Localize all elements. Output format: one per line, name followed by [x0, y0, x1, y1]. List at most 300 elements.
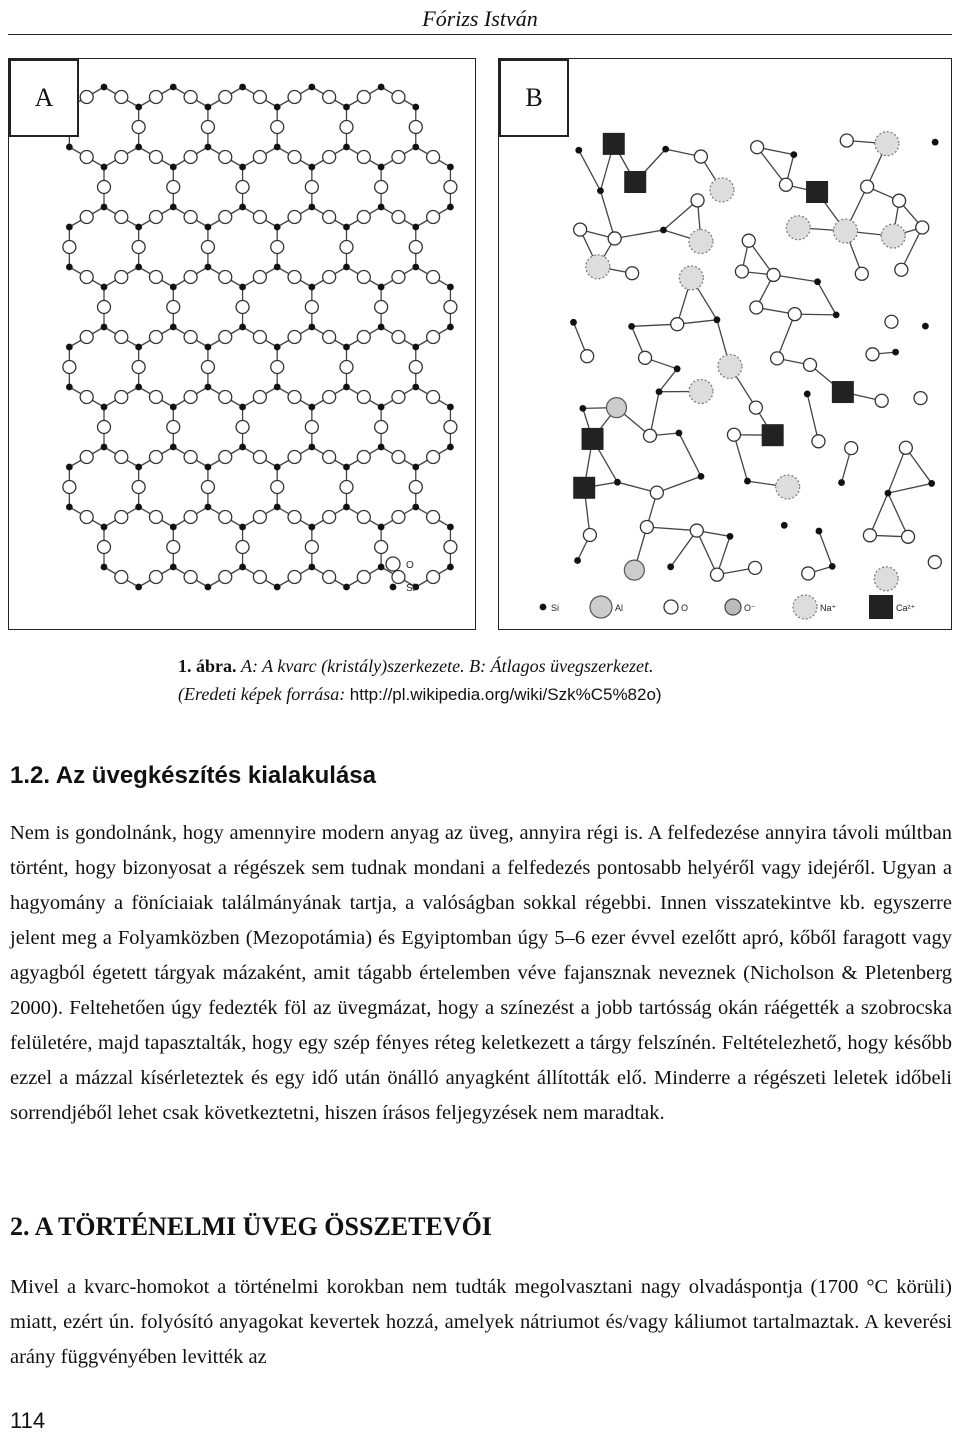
silicon-atom	[205, 104, 212, 111]
silicon-atom	[135, 224, 142, 231]
oxygen-atom	[98, 181, 111, 194]
oxygen-atom	[288, 91, 301, 104]
oxygen-atom	[409, 481, 422, 494]
oxygen-atom	[149, 91, 162, 104]
oxygen-atom	[271, 121, 284, 134]
legend-si-label: Si	[551, 603, 560, 613]
oxygen-atom	[340, 241, 353, 254]
silicon-atom	[412, 224, 419, 231]
silicon-atom	[628, 323, 635, 330]
oxygen-atom	[149, 151, 162, 164]
oxygen-atom	[253, 571, 266, 584]
oxygen-atom	[80, 271, 93, 284]
silicon-atom	[575, 147, 582, 154]
oxygen-atom	[392, 451, 405, 464]
legend-oxygen-icon	[664, 600, 678, 614]
silicon-atom	[135, 384, 142, 391]
oxygen-atom	[80, 331, 93, 344]
legend-calcium-icon	[869, 595, 893, 619]
oxygen-atom	[812, 435, 825, 448]
silicon-atom	[239, 204, 246, 211]
silicon-atom	[676, 430, 683, 437]
silicon-atom	[308, 204, 315, 211]
oxygen-atom	[253, 271, 266, 284]
oxygen-atom	[323, 271, 336, 284]
silicon-atom	[378, 444, 385, 451]
sodium-ion	[586, 255, 610, 279]
silicon-atom	[308, 324, 315, 331]
silicon-atom	[343, 224, 350, 231]
oxygen-atom	[444, 541, 457, 554]
sodium-ion	[875, 132, 899, 156]
section-heading-1-2: 1.2. Az üvegkészítés kialakulása	[10, 762, 376, 789]
bond-line	[579, 150, 601, 191]
oxygen-atom	[305, 421, 318, 434]
oxygen-atom	[201, 481, 214, 494]
oxygen-atom	[357, 571, 370, 584]
silicon-atom	[674, 365, 681, 372]
legend-ca-label: Ca²⁺	[896, 603, 916, 613]
oxygen-atom	[219, 331, 232, 344]
section-heading-2: 2. A TÖRTÉNELMI ÜVEG ÖSSZETEVŐI	[10, 1212, 492, 1241]
oxygen-atom	[427, 151, 440, 164]
oxygen-atom	[132, 481, 145, 494]
silicon-atom	[274, 584, 281, 591]
oxygen-atom	[288, 571, 301, 584]
oxygen-atom	[742, 234, 755, 247]
silicon-atom	[101, 164, 108, 171]
sodium-ion	[689, 230, 713, 254]
oxygen-atom	[149, 271, 162, 284]
oxygen-atom	[236, 301, 249, 314]
oxygen-atom	[427, 271, 440, 284]
oxygen-atom	[323, 91, 336, 104]
silicon-atom	[274, 464, 281, 471]
silicon-atom	[66, 384, 73, 391]
oxygen-atom	[694, 150, 707, 163]
bond-line	[679, 433, 701, 476]
legend-oxygen-minus-icon	[725, 599, 741, 615]
oxygen-atom	[219, 271, 232, 284]
oxygen-atom	[357, 271, 370, 284]
oxygen-atom	[80, 211, 93, 224]
figure-caption	[178, 652, 938, 709]
oxygen-atom	[626, 267, 639, 280]
silicon-atom	[378, 164, 385, 171]
silicon-atom	[135, 264, 142, 271]
silicon-atom	[447, 564, 454, 571]
silicon-atom	[570, 319, 577, 326]
oxygen-atom	[583, 528, 596, 541]
silicon-atom	[343, 504, 350, 511]
silicon-atom	[447, 204, 454, 211]
oxygen-atom	[115, 331, 128, 344]
oxygen-atom	[340, 361, 353, 374]
oxygen-atom	[392, 151, 405, 164]
silicon-atom	[833, 311, 840, 318]
oxygen-atom	[671, 318, 684, 331]
oxygen-atom	[115, 451, 128, 464]
silicon-atom	[412, 384, 419, 391]
silicon-atom	[922, 323, 929, 330]
silicon-atom	[135, 464, 142, 471]
oxygen-atom	[149, 391, 162, 404]
oxygen-atom	[115, 91, 128, 104]
calcium-ion	[582, 428, 604, 450]
oxygen-atom	[288, 511, 301, 524]
bond-line	[734, 435, 747, 481]
oxygen-atom	[375, 301, 388, 314]
oxygen-atom	[767, 268, 780, 281]
oxygen-atom	[840, 134, 853, 147]
silicon-atom	[66, 504, 73, 511]
silicon-atom	[308, 444, 315, 451]
oxygen-atom	[115, 571, 128, 584]
silicon-atom	[101, 284, 108, 291]
silicon-atom	[343, 344, 350, 351]
silicon-atom	[101, 524, 108, 531]
oxygen-atom	[115, 271, 128, 284]
oxygen-atom	[115, 511, 128, 524]
silicon-atom	[574, 557, 581, 564]
bond-line	[697, 531, 717, 575]
oxygen-atom	[711, 568, 724, 581]
oxygen-atom	[63, 241, 76, 254]
oxygen-atom	[643, 429, 656, 442]
oxygen-atom	[749, 561, 762, 574]
oxygen-atom	[750, 301, 763, 314]
oxygen-atom	[80, 91, 93, 104]
oxygen-atom	[650, 486, 663, 499]
oxygen-atom	[640, 520, 653, 533]
silicon-atom	[447, 164, 454, 171]
bond-line	[818, 282, 837, 315]
silicon-atom	[343, 384, 350, 391]
header-rule	[8, 34, 952, 35]
bond-line	[807, 394, 818, 441]
legend-silicon-icon	[390, 584, 397, 591]
oxygen-atom	[357, 91, 370, 104]
oxygen-atom	[253, 151, 266, 164]
sodium-ion	[874, 567, 898, 591]
silicon-atom	[135, 344, 142, 351]
silicon-atom	[928, 480, 935, 487]
running-header	[0, 0, 960, 40]
silicon-atom	[101, 444, 108, 451]
oxygen-atom	[375, 421, 388, 434]
panel-b-label: B	[499, 59, 569, 137]
silicon-atom	[667, 563, 674, 570]
silicon-atom	[66, 224, 73, 231]
legend-si-label: Si	[406, 583, 415, 594]
silicon-atom	[274, 104, 281, 111]
sodium-ion	[881, 224, 905, 248]
caption-source-url: http://pl.wikipedia.org/wiki/Szk%C5%82o)	[349, 685, 662, 704]
oxygen-atom	[895, 263, 908, 276]
oxygen-atom	[288, 211, 301, 224]
legend-aluminium-icon	[590, 596, 612, 618]
silicon-atom	[135, 104, 142, 111]
oxygen-atom	[855, 267, 868, 280]
calcium-ion	[603, 133, 625, 155]
sodium-ion	[833, 219, 857, 243]
oxygen-atom	[323, 571, 336, 584]
silicon-atom	[816, 528, 823, 535]
oxygen-atom	[861, 180, 874, 193]
oxygen-atom	[357, 391, 370, 404]
silicon-atom	[170, 564, 177, 571]
oxygen-atom	[167, 181, 180, 194]
author-name: Fórizs István	[422, 6, 538, 31]
legend-al-label: Al	[615, 603, 624, 613]
oxygen-atom	[902, 530, 915, 543]
bond-line	[888, 493, 908, 537]
silicon-atom	[135, 504, 142, 511]
oxygen-atom	[253, 451, 266, 464]
oxygen-atom	[357, 331, 370, 344]
legend-o-label: O	[681, 603, 689, 613]
silicon-atom	[804, 391, 811, 398]
bond-line	[888, 483, 932, 493]
silicon-atom	[698, 473, 705, 480]
oxygen-atom	[288, 151, 301, 164]
silicon-atom	[170, 404, 177, 411]
silicon-atom	[239, 404, 246, 411]
silicon-atom	[274, 224, 281, 231]
oxygen-atom	[219, 151, 232, 164]
oxygen-atom	[392, 91, 405, 104]
calcium-ion	[832, 381, 854, 403]
oxygen-atom	[219, 571, 232, 584]
oxygen-atom	[98, 301, 111, 314]
oxygen-atom	[271, 241, 284, 254]
oxygen-atom	[201, 241, 214, 254]
oxygen-atom	[167, 421, 180, 434]
silicon-atom	[656, 388, 663, 395]
silicon-atom	[447, 444, 454, 451]
oxygen-atom	[409, 241, 422, 254]
oxygen-atom	[574, 223, 587, 236]
oxygen-atom	[132, 241, 145, 254]
oxygen-atom	[893, 194, 906, 207]
silicon-atom	[343, 464, 350, 471]
oxygen-atom	[305, 301, 318, 314]
oxygen-atom	[288, 451, 301, 464]
calcium-ion	[624, 171, 646, 193]
silicon-atom	[378, 84, 385, 91]
oxygen-atom	[375, 181, 388, 194]
oxygen-atom	[735, 265, 748, 278]
oxygen-atom	[444, 301, 457, 314]
oxygen-atom	[132, 361, 145, 374]
silicon-atom	[714, 316, 721, 323]
silicon-atom	[66, 144, 73, 151]
oxygen-atom	[427, 571, 440, 584]
page-number: 114	[10, 1408, 46, 1433]
silicon-atom	[66, 344, 73, 351]
paragraph-glassmaking-origins: Nem is gondolnánk, hogy amennyire modern anyag az üveg, annyira régi is. A felfedezése annyira távoli múltban történt, hogy bizonyosat a régészek sem tudnak mondani a felfedezés pontosabb helyéről vagy idejéről. Ugyan a hagyomány a föníciaiak találmányának tartja, a valóságban sokkal régebbi. Innen visszatekintve kb. egyszerre jelent meg a Folyamközben (Mezopotámia) és Egyiptomban úgy 5–6 ezer évvel ezelőtt apró, kőből faragott vagy agyagból égetett tárgyak mázaként, amit tágabb értelemben véve fajansznak neveznek (Nicholson & Pletenberg 2000). Feltehetően úgy fedezték föl az üvegmázat, hogy a színezést a jobb tartósság okán ráégették a szobrocska felületére, majd tapasztalták, hogy egy szép fényes réteg keletkezett a tárgy felszínén. Feltételezhető, hogy később ezzel a mázzal kísérleteztek és egy idő után önálló anyagként állították elő. Minderre a régészeti leletek időbeli sorrendjéből lehet csak következtetni, hiszen írásos feljegyzések nem maradtak.	[10, 822, 952, 1124]
oxygen-atom	[288, 391, 301, 404]
oxygen-atom	[115, 151, 128, 164]
oxygen-atom	[885, 315, 898, 328]
oxygen-atom	[749, 401, 762, 414]
oxygen-atom	[184, 91, 197, 104]
oxygen-atom	[80, 151, 93, 164]
oxygen-atom	[184, 571, 197, 584]
silicon-atom	[308, 524, 315, 531]
oxygen-atom	[427, 451, 440, 464]
silicon-atom	[412, 504, 419, 511]
sodium-ion	[786, 216, 810, 240]
legend-silicon-icon	[540, 604, 547, 611]
silicon-atom	[135, 584, 142, 591]
silicon-atom	[932, 139, 939, 146]
bond-line	[600, 191, 614, 239]
oxygen-atom	[863, 529, 876, 542]
oxygen-atom	[802, 567, 815, 580]
silicon-atom	[614, 479, 621, 486]
silicon-atom	[412, 144, 419, 151]
oxygen-atom	[219, 211, 232, 224]
panel-a-label: A	[9, 59, 79, 137]
glass-network-diagram	[499, 59, 951, 629]
silicon-atom	[343, 144, 350, 151]
silicon-atom	[597, 187, 604, 194]
silicon-atom	[205, 344, 212, 351]
silicon-atom	[170, 284, 177, 291]
panel-a-quartz-structure	[8, 58, 476, 630]
silicon-atom	[343, 104, 350, 111]
oxygen-atom	[608, 232, 621, 245]
calcium-ion	[762, 424, 784, 446]
silicon-atom	[727, 533, 734, 540]
oxygen-atom	[253, 211, 266, 224]
oxygen-atom	[875, 394, 888, 407]
silicon-atom	[274, 384, 281, 391]
bond-line	[615, 230, 664, 238]
sodium-ion	[689, 379, 713, 403]
silicon-atom	[412, 264, 419, 271]
legend-o-label: O	[406, 560, 414, 571]
silicon-atom	[744, 478, 751, 485]
aluminium-atom	[607, 398, 627, 418]
oxygen-atom	[639, 351, 652, 364]
silicon-atom	[308, 84, 315, 91]
oxygen-atom	[357, 151, 370, 164]
bond-line	[659, 369, 677, 392]
silicon-atom	[170, 444, 177, 451]
oxygen-atom	[201, 121, 214, 134]
oxygen-atom	[427, 391, 440, 404]
silicon-atom	[781, 522, 788, 529]
silicon-atom	[892, 349, 899, 356]
oxygen-atom	[691, 194, 704, 207]
oxygen-atom	[340, 121, 353, 134]
silicon-atom	[101, 84, 108, 91]
oxygen-atom	[323, 211, 336, 224]
silicon-atom	[378, 564, 385, 571]
oxygen-atom	[201, 361, 214, 374]
oxygen-atom	[184, 511, 197, 524]
oxygen-atom	[305, 541, 318, 554]
sodium-ion	[679, 266, 703, 290]
oxygen-atom	[80, 511, 93, 524]
silicon-atom	[829, 563, 836, 570]
oxygen-atom	[899, 441, 912, 454]
sodium-ion	[710, 178, 734, 202]
silicon-atom	[205, 144, 212, 151]
oxygen-atom	[444, 181, 457, 194]
silicon-atom	[239, 164, 246, 171]
oxygen-atom	[323, 511, 336, 524]
oxygen-atom	[340, 481, 353, 494]
silicon-atom	[378, 324, 385, 331]
silicon-atom	[205, 504, 212, 511]
silicon-atom	[790, 151, 797, 158]
silicon-atom	[412, 104, 419, 111]
oxygen-atom	[427, 331, 440, 344]
oxygen-atom	[149, 331, 162, 344]
silicon-atom	[66, 464, 73, 471]
legend-na-label: Na⁺	[820, 603, 837, 613]
oxygen-atom	[928, 556, 941, 569]
quartz-lattice-diagram	[9, 59, 475, 629]
oxygen-atom	[323, 451, 336, 464]
caption-source-prefix: (Eredeti képek forrása:	[178, 684, 346, 704]
oxygen-atom	[184, 391, 197, 404]
oxygen-atom	[581, 350, 594, 363]
silicon-atom	[838, 479, 845, 486]
oxygen-atom	[63, 361, 76, 374]
oxygen-atom	[845, 442, 858, 455]
oxygen-atom	[149, 211, 162, 224]
silicon-atom	[660, 227, 667, 234]
oxygen-atom	[779, 178, 792, 191]
sodium-ion	[776, 475, 800, 499]
legend-oxygen-icon	[386, 557, 400, 571]
silicon-atom	[662, 146, 669, 153]
oxygen-atom	[392, 331, 405, 344]
oxygen-atom	[184, 331, 197, 344]
silicon-atom	[170, 324, 177, 331]
silicon-atom	[308, 284, 315, 291]
silicon-atom	[66, 264, 73, 271]
oxygen-atom	[392, 211, 405, 224]
oxygen-atom	[149, 571, 162, 584]
silicon-atom	[205, 584, 212, 591]
oxygen-atom	[323, 331, 336, 344]
oxygen-atom	[253, 331, 266, 344]
oxygen-atom	[184, 271, 197, 284]
silicon-atom	[101, 564, 108, 571]
legend-o-minus-label: O⁻	[744, 603, 756, 613]
oxygen-atom	[167, 541, 180, 554]
bond-line	[647, 527, 697, 531]
bond-line	[888, 448, 906, 493]
oxygen-atom	[727, 428, 740, 441]
calcium-ion	[573, 477, 595, 499]
oxygen-atom	[149, 511, 162, 524]
silicon-atom	[205, 264, 212, 271]
oxygen-atom	[305, 181, 318, 194]
oxygen-atom	[392, 391, 405, 404]
oxygen-atom	[914, 392, 927, 405]
oxygen-atom	[427, 211, 440, 224]
oxygen-atom	[98, 421, 111, 434]
silicon-atom	[205, 224, 212, 231]
silicon-atom	[205, 464, 212, 471]
silicon-atom	[274, 144, 281, 151]
